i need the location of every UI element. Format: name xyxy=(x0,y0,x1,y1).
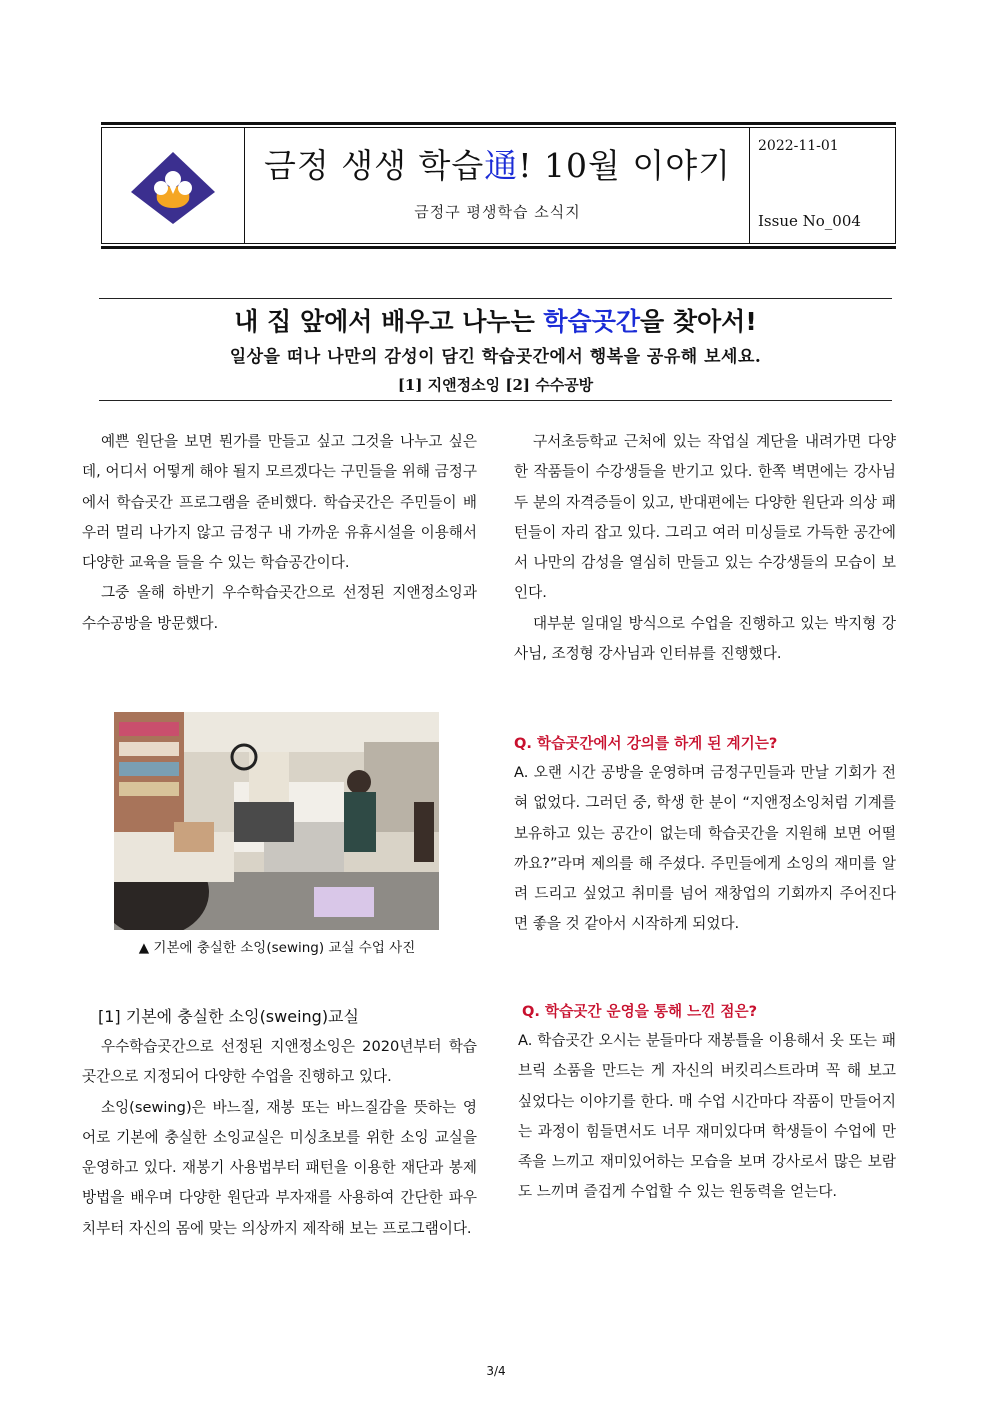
header-divider-meta xyxy=(749,128,750,243)
newsletter-title: 금정 생생 학습通! 10월 이야기 xyxy=(264,146,731,185)
article-heading-rule-bottom xyxy=(99,400,892,401)
paragraph: 그중 올해 하반기 우수학습곳간으로 선정된 지앤정소잉과 수수공방을 방문했다. xyxy=(82,584,477,632)
left-column-section xyxy=(82,1032,477,1244)
right-column-intro xyxy=(514,427,896,669)
paragraph: 대부분 일대일 방식으로 수업을 진행하고 있는 박지형 강사님, 조정형 강사님과 인터뷰를 진행했다. xyxy=(514,614,896,663)
header-border-right xyxy=(895,128,896,243)
header-top-rule-thin xyxy=(101,127,896,128)
issue-number: Issue No_004 xyxy=(758,212,861,230)
section-heading: [1] 기본에 충실한 소잉(sweing)교실 xyxy=(98,1007,359,1026)
interview-answer-1 xyxy=(514,758,896,940)
paragraph: 우수학습곳간으로 선정된 지앤정소잉은 2020년부터 학습곳간으로 지정되어 다양한 수업을 진행하고 있다. xyxy=(82,1038,477,1086)
interview-question-2: Q. 학습곳간 운영을 통해 느낀 점은? xyxy=(522,1003,758,1020)
paragraph: A. 오랜 시간 공방을 운영하며 금정구민들과 만날 기회가 전혀 없었다. 그러던 중, 학생 한 분이 “지앤정소잉처럼 기계를 보유하고 있는 공간이 없는데 학습곳간을 지원해 보면 어떨까요?”라며 제의를 해 주셨다. 주민들에게 소잉의 재미를 알려 드리고 싶었고 취미를 넘어 재창업의 기회까지 주어진다면 좋을 것 같아서 시작하게 되었다. xyxy=(514,764,896,933)
interview-question-1: Q. 학습곳간에서 강의를 하게 된 계기는? xyxy=(514,735,778,752)
sewing-class-photo xyxy=(114,712,439,930)
header-top-rule xyxy=(101,122,896,125)
photo-caption: ▲ 기본에 충실한 소잉(sewing) 교실 수업 사진 xyxy=(138,940,416,956)
newsletter-subtitle: 금정구 평생학습 소식지 xyxy=(414,203,581,221)
paragraph: 구서초등학교 근처에 있는 작업실 계단을 내려가면 다양한 작품들이 수강생들을 반기고 있다. 한쪽 벽면에는 강사님 두 분의 자격증들이 있고, 반대편에는 다양한 원단과 의상 패턴들이 자리 잡고 있다. 그리고 여러 미싱들로 가득한 공간에서 나만의 감성을 열심히 만들고 있는 수강생들의 모습이 보인다. xyxy=(514,433,896,602)
article-heading-rule-top xyxy=(99,298,892,299)
geumjeong-gu-logo-icon xyxy=(131,152,215,224)
issue-date: 2022-11-01 xyxy=(758,138,839,154)
page-number: 3/4 xyxy=(486,1364,506,1378)
article-lead: 일상을 떠나 나만의 감성이 담긴 학습곳간에서 행복을 공유해 보세요. xyxy=(229,347,762,367)
left-column-intro xyxy=(82,427,477,639)
article-title: 내 집 앞에서 배우고 나누는 학습곳간을 찾아서! xyxy=(234,307,757,336)
header-bottom-rule-thin xyxy=(101,243,896,244)
header-border-left xyxy=(101,128,102,243)
interview-answer-2 xyxy=(518,1026,896,1208)
header-divider-logo xyxy=(244,128,245,243)
paragraph: 예쁜 원단을 보면 뭔가를 만들고 싶고 그것을 나누고 싶은데, 어디서 어떻게 해야 될지 모르겠다는 구민들을 위해 금정구에서 학습곳간 프로그램을 준비했다. 학습곳간은 주민들이 배우러 멀리 나가지 않고 금정구 내 가까운 유휴시설을 이용해서 다양한 교육을 들을 수 있는 학습공간이다. xyxy=(82,433,477,572)
paragraph: A. 학습곳간 오시는 분들마다 재봉틀을 이용해서 옷 또는 패브릭 소품을 만드는 게 자신의 버킷리스트라며 꼭 해 보고 싶었다는 이야기를 한다. 매 수업 시간마다 작품이 만들어지는 과정이 힘들면서도 너무 재미있다며 학생들이 수업에 만족을 느끼고 재미있어하는 모습을 보며 강사로서 많은 보람도 느끼며 즐겁게 수업할 수 있는 원동력을 얻는다. xyxy=(518,1032,896,1201)
header-bottom-rule xyxy=(101,246,896,249)
paragraph: 소잉(sewing)은 바느질, 재봉 또는 바느질감을 뜻하는 영어로 기본에 충실한 소잉교실은 미싱초보를 위한 소잉 교실을 운영하고 있다. 재봉기 사용법부터 패턴을 이용한 재단과 봉제 방법을 배우며 다양한 원단과 부자재를 사용하여 간단한 파우치부터 자신의 몸에 맞는 의상까지 제작해 보는 프로그램이다. xyxy=(82,1098,477,1237)
article-tags: [1] 지앤정소잉 [2] 수수공방 xyxy=(397,376,594,394)
